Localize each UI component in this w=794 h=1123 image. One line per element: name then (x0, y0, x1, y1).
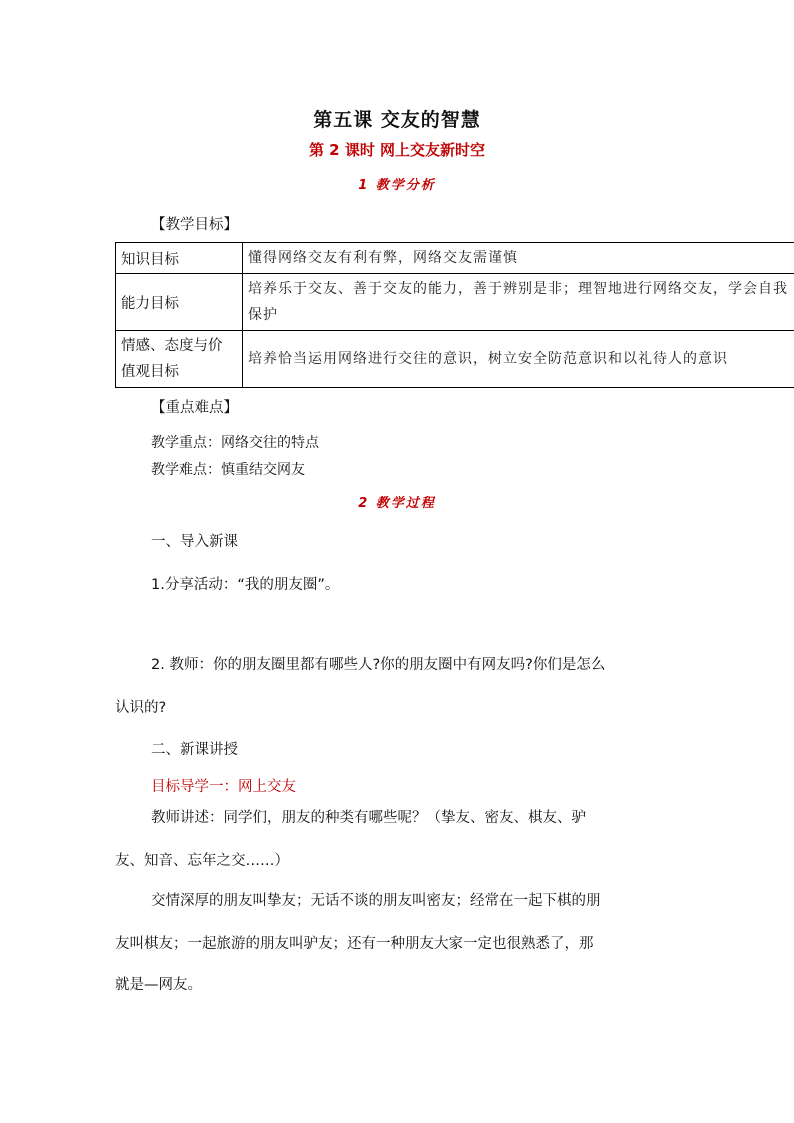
teacher-question-line: 认识的? (115, 700, 167, 716)
goal-heading: 目标导学一：网上交友 (151, 779, 296, 795)
objective-label: 能力目标 (116, 274, 243, 331)
table-row (116, 243, 794, 274)
lesson-subtitle: 第 2 课时 网上交友新时空 (308, 141, 486, 159)
teacher-question-line: 2. 教师：你的朋友圈里都有哪些人?你的朋友圈中有网友吗?你们是怎么 (151, 657, 606, 673)
objective-label: 知识目标 (116, 243, 243, 274)
table-row (116, 331, 794, 388)
objective-label: 情感、态度与价值观目标 (116, 331, 243, 388)
objectives-heading: 【教学目标】 (151, 217, 238, 233)
lecture-line: 教师讲述：同学们，朋友的种类有哪些呢？（挚友、密友、棋友、驴 (151, 810, 586, 826)
description-line: 交情深厚的朋友叫挚友；无话不谈的朋友叫密友；经常在一起下棋的朋 (151, 893, 601, 909)
part1-heading: 一、导入新课 (151, 534, 238, 550)
keypoints-heading: 【重点难点】 (151, 400, 238, 416)
lecture-line: 友、知音、忘年之交……） (115, 853, 289, 869)
key-point: 教学重点：网络交往的特点 (151, 435, 319, 451)
table-row (116, 274, 794, 331)
activity-1: 1.分享活动：“我的朋友圈”。 (151, 577, 340, 593)
difficult-point: 教学难点：慎重结交网友 (151, 462, 305, 478)
lesson-title: 第五课 交友的智慧 (313, 109, 481, 131)
objective-content: 培养乐于交友、善于交友的能力，善于辨别是非；理智地进行网络交友，学会自我保护 (243, 274, 794, 331)
section-heading-process: 2 教学过程 (358, 496, 436, 511)
objective-content: 培养恰当运用网络进行交往的意识，树立安全防范意识和以礼待人的意识 (243, 331, 794, 388)
section-heading-analysis: 1 教学分析 (358, 178, 436, 193)
objectives-table (115, 242, 794, 388)
description-line: 就是—网友。 (115, 977, 202, 993)
objective-content: 懂得网络交友有利有弊，网络交友需谨慎 (243, 243, 794, 274)
description-line: 友叫棋友；一起旅游的朋友叫驴友；还有一种朋友大家一定也很熟悉了，那 (115, 936, 594, 952)
part2-heading: 二、新课讲授 (151, 742, 238, 758)
